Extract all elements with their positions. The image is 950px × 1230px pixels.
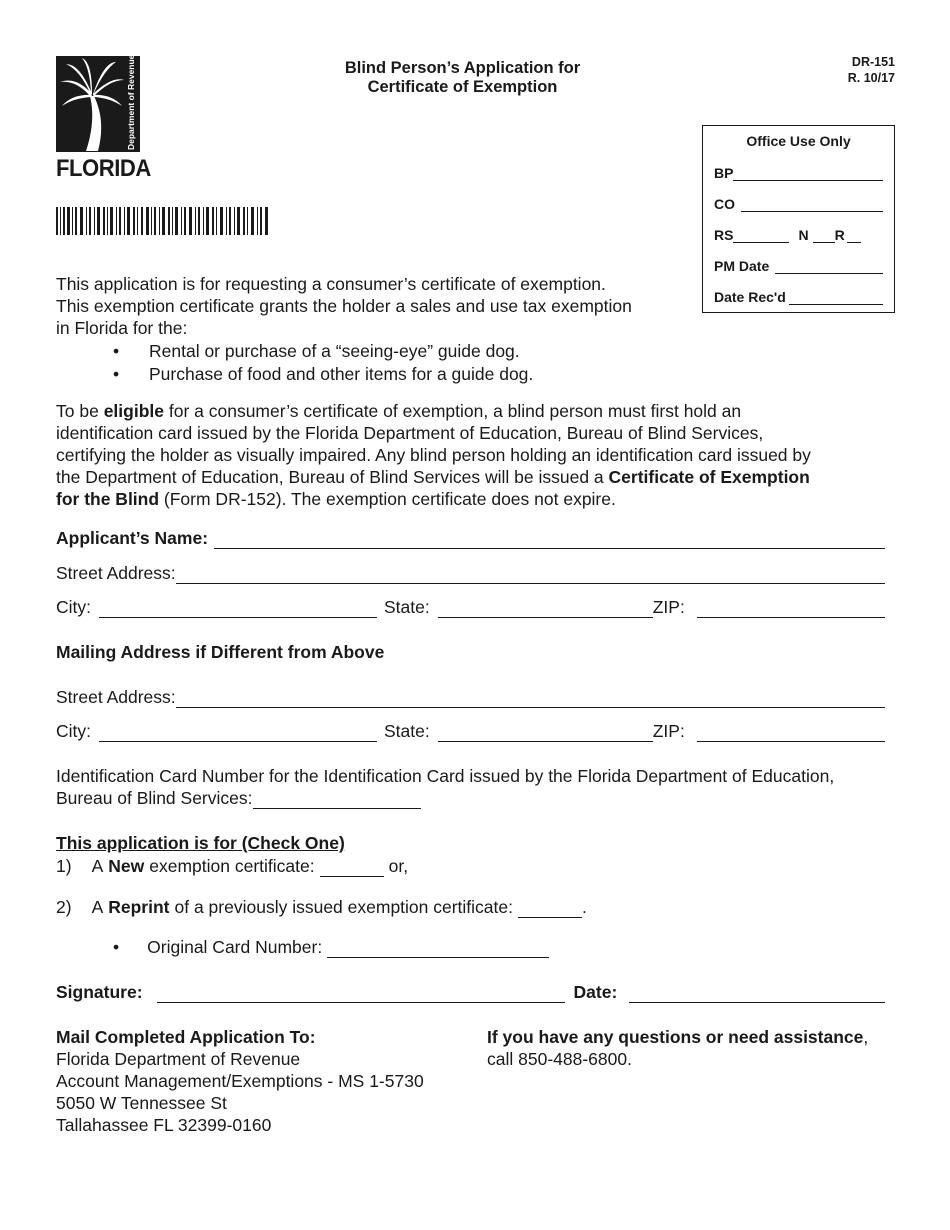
office-n-label: N	[798, 227, 809, 243]
check-one-heading: This application is for (Check One)	[56, 833, 345, 853]
office-bp-row	[714, 163, 883, 181]
questions-block	[487, 1026, 868, 1070]
option-reprint-row: 2) A Reprint of a previously issued exemption certificate: .	[56, 897, 587, 917]
office-rs-label: RS	[714, 227, 734, 243]
applicant-state-field[interactable]	[438, 600, 653, 618]
option-reprint-checkbox[interactable]	[518, 900, 582, 918]
mailing-city-row	[56, 720, 885, 742]
intro-paragraph	[56, 273, 632, 339]
intro-line-2: This exemption certificate grants the holder a sales and use tax exemption	[56, 296, 632, 316]
office-pm-line	[775, 259, 883, 274]
id-card-label: Bureau of Blind Services:	[56, 788, 253, 808]
mail-to-line-3: 5050 W Tennessee St	[56, 1093, 227, 1113]
applicant-city-row	[56, 596, 885, 618]
intro-bullet-1: • Rental or purchase of a “seeing-eye” guide dog.	[113, 341, 520, 361]
barcode-icon	[56, 207, 270, 235]
office-recd-label: Date Rec'd	[714, 289, 786, 305]
option-new-number: 1)	[56, 856, 72, 876]
eligibility-line-4: the Department of Education, Bureau of Blind Services will be issued a Certificate of Exemption	[56, 467, 810, 487]
questions-heading: If you have any questions or need assistance,	[487, 1027, 869, 1047]
office-recd-line	[789, 290, 883, 305]
office-use-box	[702, 125, 895, 313]
mailing-street-row	[56, 686, 885, 708]
applicant-state-label: State:	[384, 597, 430, 617]
option-new-checkbox[interactable]	[320, 859, 384, 877]
mail-to-line-4: Tallahassee FL 32399-0160	[56, 1115, 272, 1135]
original-card-field[interactable]	[327, 940, 549, 958]
office-n-line	[813, 228, 835, 243]
office-rs-line	[733, 228, 789, 243]
eligibility-line-3: certifying the holder as visually impaired. Any blind person holding an identification card issued by	[56, 445, 811, 465]
applicant-street-field[interactable]	[176, 566, 885, 584]
mail-to-line-1: Florida Department of Revenue	[56, 1049, 301, 1069]
office-r-label: R	[834, 227, 845, 243]
office-bp-label: BP	[714, 165, 734, 181]
date-label: Date:	[573, 982, 618, 1002]
applicant-zip-label: ZIP:	[652, 597, 685, 617]
intro-bullet-2: • Purchase of food and other items for a guide dog.	[113, 364, 534, 384]
id-card-row	[56, 787, 421, 809]
eligibility-line-1: To be eligible for a consumer’s certificate of exemption, a blind person must first hold an	[56, 401, 742, 421]
applicant-city-field[interactable]	[99, 600, 377, 618]
office-r-line	[847, 228, 861, 243]
applicant-street-label: Street Address:	[56, 563, 176, 583]
logo-vertical-text: Department of Revenue	[126, 56, 136, 150]
questions-phone: call 850-488-6800.	[487, 1049, 632, 1069]
mail-to-heading: Mail Completed Application To:	[56, 1027, 316, 1047]
applicant-city-label: City:	[56, 597, 91, 617]
office-co-row	[714, 194, 883, 212]
office-co-label: CO	[714, 196, 735, 212]
form-number: DR-151	[851, 55, 895, 69]
intro-line-1: This application is for requesting a consumer’s certificate of exemption.	[56, 274, 606, 294]
title-line-2: Certificate of Exemption	[367, 78, 558, 96]
office-co-line	[741, 197, 883, 212]
office-pm-label: PM Date	[714, 258, 770, 274]
eligibility-paragraph	[56, 400, 811, 510]
option-new-row: 1) A New exemption certificate: or,	[56, 856, 409, 876]
mailing-city-field[interactable]	[99, 724, 377, 742]
id-card-line-1: Identification Card Number for the Identification Card issued by the Florida Department of Education,	[56, 766, 835, 786]
original-card-label: Original Card Number:	[147, 937, 323, 957]
mailing-heading: Mailing Address if Different from Above	[56, 642, 385, 662]
signature-row	[56, 981, 885, 1003]
applicant-zip-field[interactable]	[697, 600, 885, 618]
id-card-number-field[interactable]	[253, 791, 421, 809]
mailing-state-label: State:	[384, 721, 430, 741]
florida-dor-logo	[56, 56, 140, 152]
office-use-heading: Office Use Only	[746, 133, 851, 149]
mailing-zip-field[interactable]	[697, 724, 885, 742]
original-card-row: • Original Card Number:	[113, 936, 549, 958]
eligibility-line-5: for the Blind (Form DR-152). The exemption certificate does not expire.	[56, 489, 616, 509]
mail-to-line-2: Account Management/Exemptions - MS 1-5730	[56, 1071, 424, 1091]
mailing-zip-label: ZIP:	[652, 721, 685, 741]
title-line-1: Blind Person’s Application for	[344, 59, 581, 77]
eligibility-line-2: identification card issued by the Florida Department of Education, Bureau of Blind Services,	[56, 423, 764, 443]
mailing-state-field[interactable]	[438, 724, 653, 742]
office-bp-line	[733, 166, 883, 181]
applicant-name-row	[56, 527, 885, 549]
office-pm-row	[714, 256, 883, 274]
signature-field[interactable]	[157, 985, 565, 1003]
applicant-name-label: Applicant’s Name:	[56, 528, 209, 548]
office-rs-row	[714, 225, 883, 243]
intro-line-3: in Florida for the:	[56, 318, 188, 338]
option-reprint-number: 2)	[56, 897, 72, 917]
palm-tree-icon	[56, 56, 140, 152]
revision-date: R. 10/17	[847, 71, 895, 85]
mailing-city-label: City:	[56, 721, 91, 741]
mailing-street-label: Street Address:	[56, 687, 176, 707]
applicant-name-field[interactable]	[214, 531, 885, 549]
signature-label: Signature:	[56, 982, 143, 1002]
office-recd-row	[714, 287, 883, 305]
date-field[interactable]	[629, 985, 885, 1003]
mailing-street-field[interactable]	[176, 690, 885, 708]
mail-to-block	[56, 1026, 424, 1136]
form-title	[300, 59, 625, 97]
applicant-street-row	[56, 562, 885, 584]
logo-word: FLORIDA	[56, 155, 151, 182]
form-number-block	[800, 54, 895, 86]
